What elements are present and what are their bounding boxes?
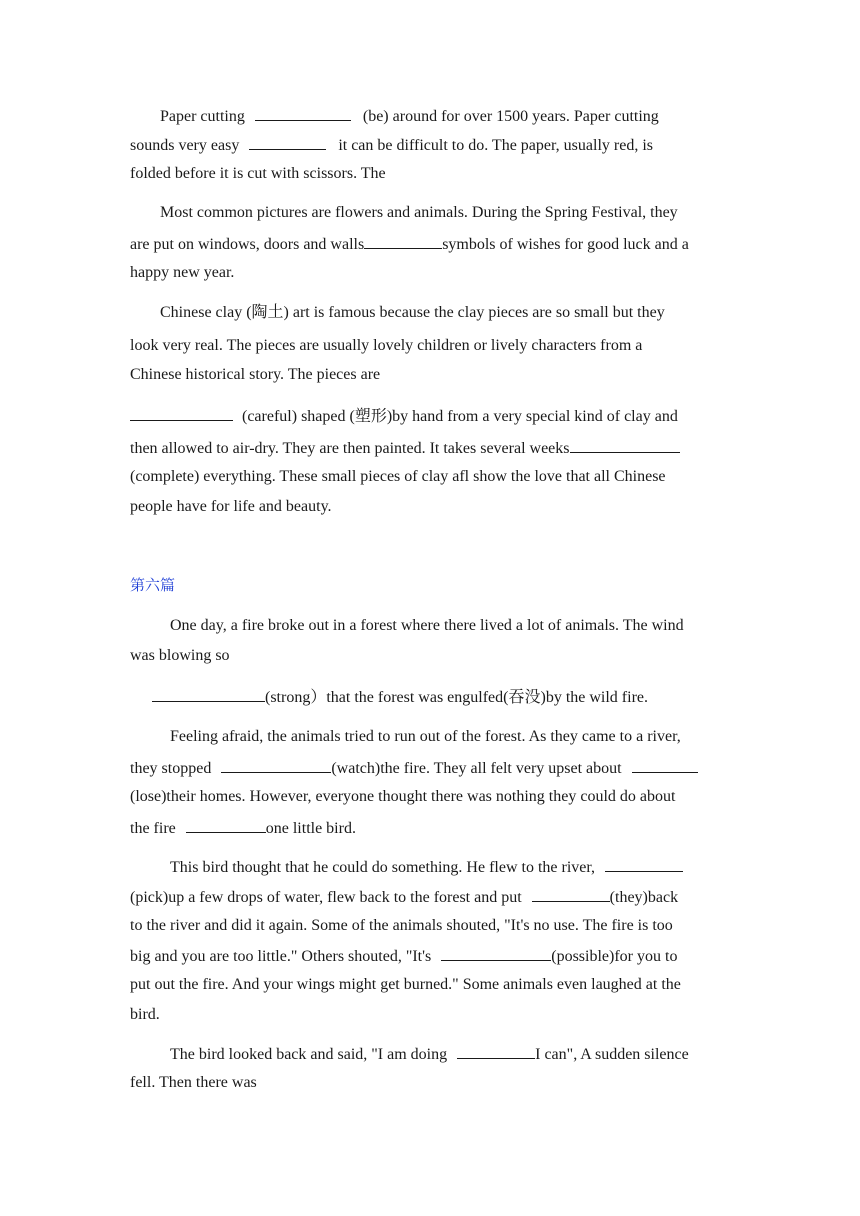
text-line bbox=[130, 646, 230, 666]
answer-blank[interactable] bbox=[632, 757, 698, 773]
text: people have for life and beauty. bbox=[130, 498, 332, 515]
text: Most common pictures are flowers and animals. During the Spring Festival, they bbox=[160, 204, 678, 221]
text-line bbox=[130, 787, 675, 807]
text: they stopped bbox=[130, 760, 212, 777]
text-line bbox=[130, 975, 681, 995]
text: then allowed to air-dry. They are then painted. It takes several weeks bbox=[130, 440, 570, 457]
answer-blank[interactable] bbox=[441, 945, 551, 961]
text: This bird thought that he could do something. He flew to the river, bbox=[170, 859, 596, 876]
text-line bbox=[152, 686, 648, 708]
text: Chinese historical story. The pieces are bbox=[130, 366, 381, 383]
text-line bbox=[130, 945, 677, 967]
text: was blowing so bbox=[130, 647, 230, 664]
text-line bbox=[130, 365, 380, 385]
text: I can", A sudden silence bbox=[535, 1046, 689, 1063]
text-line bbox=[160, 203, 678, 223]
text: (strong）that the forest was engulfed(吞没)by the wild fire. bbox=[265, 689, 649, 706]
text: fell. Then there was bbox=[130, 1074, 257, 1091]
answer-blank[interactable] bbox=[130, 405, 233, 421]
text-line bbox=[130, 1005, 160, 1025]
text: The bird looked back and said, "I am doing bbox=[170, 1046, 448, 1063]
text: One day, a fire broke out in a forest where there lived a lot of animals. The wind bbox=[170, 617, 684, 634]
text: look very real. The pieces are usually lovely children or lively characters from a bbox=[130, 337, 643, 354]
text: (careful) shaped (塑形)by hand from a very special kind of clay and bbox=[242, 408, 678, 425]
text: big and you are too little." Others shouted, "It's bbox=[130, 948, 432, 965]
answer-blank[interactable] bbox=[249, 134, 326, 150]
text: are put on windows, doors and walls bbox=[130, 236, 365, 253]
answer-blank[interactable] bbox=[152, 686, 265, 702]
answer-blank[interactable] bbox=[605, 856, 683, 872]
text: (complete) everything. These small pieces of clay afl show the love that all Chinese bbox=[130, 468, 666, 485]
text: one little bird. bbox=[265, 820, 356, 837]
text-line bbox=[170, 1043, 689, 1065]
text: Feeling afraid, the animals tried to run out of the forest. As they came to a river, bbox=[170, 728, 681, 745]
text-line bbox=[160, 105, 659, 127]
text: bird. bbox=[130, 1006, 160, 1023]
text-line bbox=[130, 757, 698, 779]
section-heading: 第六篇 bbox=[130, 576, 176, 594]
text: Chinese clay (陶土) art is famous because the clay pieces are so small but they bbox=[160, 304, 665, 321]
text: symbols of wishes for good luck and a bbox=[442, 236, 689, 253]
text-line bbox=[130, 467, 666, 487]
text-line bbox=[130, 497, 332, 517]
text-line bbox=[130, 233, 689, 255]
text-line bbox=[130, 1073, 257, 1093]
text-line bbox=[170, 616, 684, 636]
answer-blank[interactable] bbox=[570, 437, 680, 453]
text: (they)back bbox=[609, 889, 679, 906]
text: sounds very easy bbox=[130, 137, 240, 154]
answer-blank[interactable] bbox=[532, 886, 610, 902]
text: (lose)their homes. However, everyone thought there was nothing they could do about bbox=[130, 788, 676, 805]
text: the fire bbox=[130, 820, 176, 837]
text: (watch)the fire. They all felt very upset about bbox=[331, 760, 622, 777]
answer-blank[interactable] bbox=[457, 1043, 535, 1059]
text-line bbox=[130, 164, 386, 184]
text-line bbox=[130, 336, 642, 356]
answer-blank[interactable] bbox=[255, 105, 351, 121]
text: (be) around for over 1500 years. Paper cutting bbox=[362, 108, 659, 125]
text: Paper cutting bbox=[160, 108, 245, 125]
text: it can be difficult to do. The paper, usually red, is bbox=[338, 137, 653, 154]
text-line bbox=[160, 303, 665, 323]
text: happy new year. bbox=[130, 264, 235, 281]
text-line bbox=[130, 886, 678, 908]
text: folded before it is cut with scissors. The bbox=[130, 165, 386, 182]
answer-blank[interactable] bbox=[186, 817, 266, 833]
text-line bbox=[130, 405, 678, 427]
text-line bbox=[130, 437, 680, 459]
text: (possible)for you to bbox=[551, 948, 678, 965]
text-line bbox=[130, 817, 356, 839]
answer-blank[interactable] bbox=[221, 757, 331, 773]
text: to the river and did it again. Some of the animals shouted, "It's no use. The fire is too bbox=[130, 917, 673, 934]
text-line bbox=[130, 916, 673, 936]
text-line bbox=[170, 727, 681, 747]
text-line bbox=[130, 134, 653, 156]
text: put out the fire. And your wings might get burned." Some animals even laughed at the bbox=[130, 976, 681, 993]
text: (pick)up a few drops of water, flew back to the forest and put bbox=[130, 889, 522, 906]
answer-blank[interactable] bbox=[364, 233, 442, 249]
text-line bbox=[130, 263, 234, 283]
text-line bbox=[170, 856, 683, 878]
